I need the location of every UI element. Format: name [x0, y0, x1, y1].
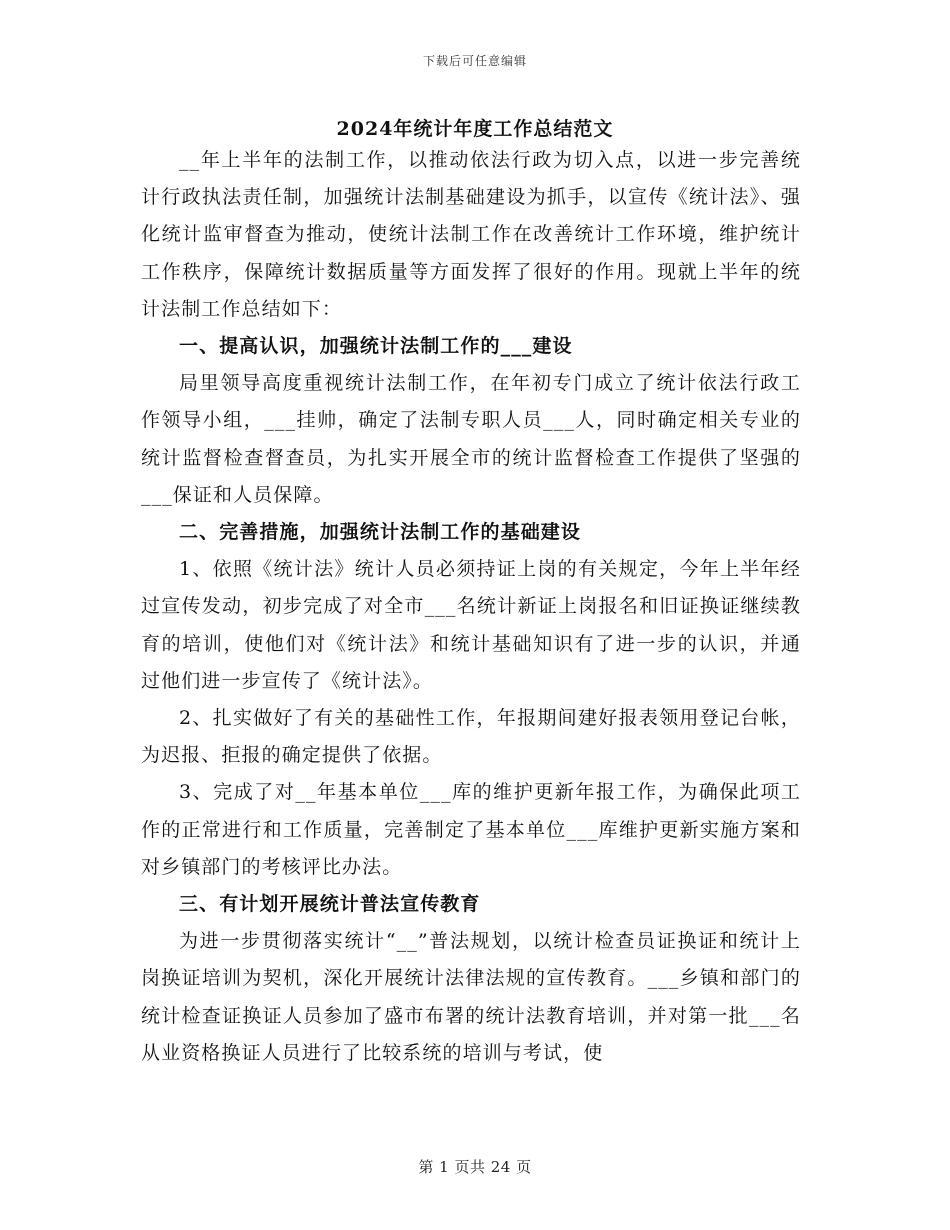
paragraph-section-2-item-2: 2、扎实做好了有关的基础性工作，年报期间建好报表领用登记台帐，为迟报、拒报的确定提供了依据。 — [141, 707, 801, 767]
page-number: 第 1 页共 24 页 — [418, 1158, 532, 1176]
section-heading-3: 三、有计划开展统计普法宣传教育 — [179, 893, 481, 916]
paragraph-section-3: 为进一步贯彻落实统计“__”普法规划，以统计检查员证换证和统计上岗换证培训为契机，深化开展统计法律法规的宣传教育。___乡镇和部门的统计检查证换证人员参加了盛市布署的统计法教育培训，并对第一批___名从业资格换证人员进行了比较系统的培训与考试，使 — [141, 930, 801, 1064]
document-title: 2024年统计年度工作总结范文 — [336, 118, 614, 140]
section-heading-2: 二、完善措施，加强统计法制工作的基础建设 — [179, 521, 582, 544]
paragraph-section-2-item-1: 1、依照《统计法》统计人员必须持证上岗的有关规定，今年上半年经过宣传发动，初步完成了对全市___名统计新证上岗报名和旧证换证继续教育的培训，使他们对《统计法》和统计基础知识有了进一步的认识，并通过他们进一步宣传了《统计法》。 — [141, 558, 801, 692]
paragraph-section-2-item-3: 3、完成了对__年基本单位___库的维护更新年报工作，为确保此项工作的正常进行和工作质量，完善制定了基本单位___库维护更新实施方案和对乡镇部门的考核评比办法。 — [141, 781, 801, 878]
section-heading-1: 一、提高认识，加强统计法制工作的___建设 — [179, 335, 573, 358]
document-body — [141, 142, 801, 1072]
page-header-note: 下载后可任意编辑 — [422, 54, 527, 68]
paragraph-section-1: 局里领导高度重视统计法制工作，在年初专门成立了统计依法行政工作领导小组，___挂帅，确定了法制专职人员___人，同时确定相关专业的统计监督检查督查员，为扎实开展全市的统计监督检查工作提供了坚强的___保证和人员保障。 — [141, 372, 801, 506]
paragraph-intro: __年上半年的法制工作，以推动依法行政为切入点，以进一步完善统计行政执法责任制，加强统计法制基础建设为抓手，以宣传《统计法》、强化统计监审督查为推动，使统计法制工作在改善统计工作环境，维护统计工作秩序，保障统计数据质量等方面发挥了很好的作用。现就上半年的统计法制工作总结如下： — [141, 149, 801, 320]
